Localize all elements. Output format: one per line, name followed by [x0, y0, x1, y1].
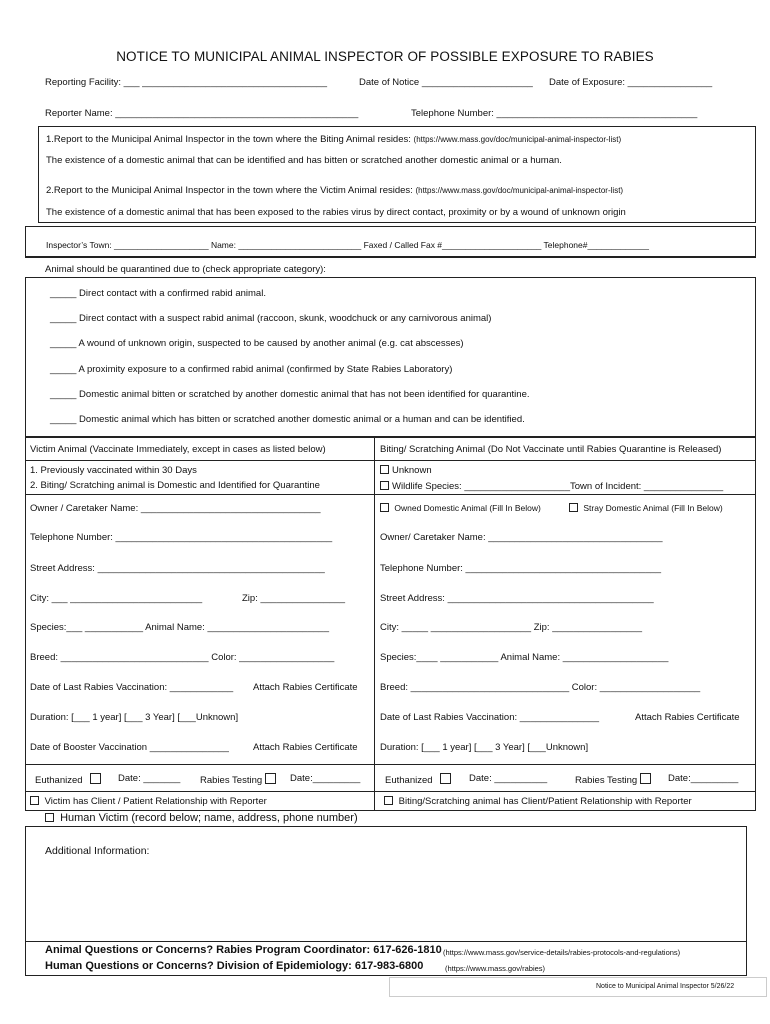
quarantine-item[interactable]: _____ A proximity exposure to a confirmed rabid animal (confirmed by State Rabies Laboratory) [50, 364, 453, 375]
reporting-facility-field[interactable]: Reporting Facility: ___ ___________________________________ [45, 77, 328, 88]
victim-euthanized-label: Euthanized [35, 775, 83, 786]
checkbox-icon[interactable] [380, 503, 389, 512]
report-item-1-desc: The existence of a domestic animal that can be identified and has bitten or scratched another domestic animal or a human. [46, 155, 562, 166]
quarantine-item[interactable]: _____ Domestic animal which has bitten or scratched another domestic animal or a human and can be identified. [50, 414, 525, 425]
checkbox-icon[interactable] [440, 773, 451, 784]
report-item-1-text: 1.Report to the Municipal Animal Inspector in the town where the Biting Animal resides: [46, 134, 414, 145]
version-text: Notice to Municipal Animal Inspector 5/26/22 [596, 983, 735, 990]
victim-duration-field[interactable]: Duration: [___ 1 year] [___ 3 Year] [___Unknown] [30, 712, 239, 723]
biting-relationship-label: Biting/Scratching animal has Client/Patient Relationship with Reporter [398, 796, 692, 807]
row-divider [25, 494, 756, 495]
additional-info-label: Additional Information: [45, 845, 150, 857]
checkbox-icon[interactable] [384, 796, 393, 805]
row-divider [25, 460, 756, 461]
checkbox-icon[interactable] [380, 481, 389, 490]
quarantine-item[interactable]: _____ Direct contact with a suspect rabid animal (raccoon, skunk, woodchuck or any carnivorous animal) [50, 313, 492, 324]
biting-rabies-testing-label: Rabies Testing [575, 775, 638, 786]
row-divider [25, 764, 756, 765]
victim-telephone-field[interactable]: Telephone Number: _________________________________________ [30, 532, 333, 543]
date-of-exposure-field[interactable]: Date of Exposure: ________________ [549, 77, 713, 88]
quarantine-box [25, 277, 756, 437]
row-divider [25, 791, 756, 792]
victim-euthanized-date[interactable]: Date: _______ [118, 773, 181, 784]
quarantine-item[interactable]: _____ A wound of unknown origin, suspected to be caused by another animal (e.g. cat abscesses) [50, 338, 464, 349]
report-item-2-desc: The existence of a domestic animal that has been exposed to the rabies virus by direct contact, proximity or by a wound of unknown origin [46, 207, 626, 218]
biting-duration-field[interactable]: Duration: [___ 1 year] [___ 3 Year] [___Unknown] [380, 742, 589, 753]
report-item-2 [46, 185, 623, 196]
checkbox-icon[interactable] [640, 773, 651, 784]
victim-exception-1: 1. Previously vaccinated within 30 Days [30, 465, 197, 476]
biting-attach-cert: Attach Rabies Certificate [635, 712, 740, 723]
reporter-name-field[interactable]: Reporter Name: ______________________________________________ [45, 108, 359, 119]
biting-owner-field[interactable]: Owner/ Caretaker Name: _________________________________ [380, 532, 663, 543]
victim-street-field[interactable]: Street Address: ___________________________________________ [30, 563, 325, 574]
human-victim-label: Human Victim (record below; name, address, phone number) [60, 812, 358, 824]
biting-last-vax-field[interactable]: Date of Last Rabies Vaccination: _______________ [380, 712, 600, 723]
victim-booster-field[interactable]: Date of Booster Vaccination _______________ [30, 742, 229, 753]
report-item-1-url: (https://www.mass.gov/doc/municipal-animal-inspector-list) [413, 135, 622, 144]
victim-species-field[interactable]: Species:___ ___________ Animal Name: _______________________ [30, 622, 329, 633]
date-of-notice-field[interactable]: Date of Notice _____________________ [359, 77, 533, 88]
victim-breed-field[interactable]: Breed: ____________________________ Color: __________________ [30, 652, 335, 663]
victim-zip-field[interactable]: Zip: ________________ [242, 593, 346, 604]
victim-city-field[interactable]: City: ___ _________________________ [30, 593, 203, 604]
victim-relationship[interactable] [30, 796, 267, 807]
victim-relationship-label: Victim has Client / Patient Relationship with Reporter [44, 796, 267, 807]
telephone-field[interactable]: Telephone Number: ______________________________________ [411, 108, 698, 119]
biting-owned-label: Owned Domestic Animal (Fill In Below) [394, 503, 541, 513]
victim-euthanized[interactable] [35, 773, 101, 786]
victim-heading: Victim Animal (Vaccinate Immediately, except in cases as listed below) [30, 444, 326, 455]
biting-unknown-label: Unknown [392, 465, 432, 476]
quarantine-heading: Animal should be quarantined due to (check appropriate category): [45, 264, 326, 275]
biting-street-field[interactable]: Street Address: _______________________________________ [380, 593, 654, 604]
checkbox-icon[interactable] [380, 465, 389, 474]
human-questions-url[interactable]: (https://www.mass.gov/rabies) [445, 964, 546, 973]
inspector-line[interactable]: Inspector’s Town: ____________________ Name: __________________________ Faxed / Called Fax #_____________________ Telephone#_____________ [46, 240, 649, 250]
victim-attach-cert: Attach Rabies Certificate [253, 682, 358, 693]
footer-divider [25, 941, 747, 942]
report-item-1 [46, 134, 621, 145]
human-questions: Human Questions or Concerns? Division of Epidemiology: 617-983-6800 [45, 960, 424, 972]
biting-breed-field[interactable]: Breed: ______________________________ Color: ___________________ [380, 682, 701, 693]
victim-rabies-testing-label: Rabies Testing [200, 775, 263, 786]
checkbox-icon[interactable] [30, 796, 39, 805]
checkbox-icon[interactable] [265, 773, 276, 784]
biting-relationship[interactable] [384, 796, 692, 807]
biting-wildlife-label: Wildlife Species: ____________________Town of Incident: _______________ [392, 481, 724, 492]
quarantine-item[interactable]: _____ Direct contact with a confirmed rabid animal. [50, 288, 266, 299]
victim-exception-2: 2. Biting/ Scratching animal is Domestic and Identified for Quarantine [30, 480, 320, 491]
biting-euthanized[interactable] [385, 773, 451, 786]
biting-rabies-testing[interactable] [575, 773, 651, 786]
report-item-2-url: (https://www.mass.gov/doc/municipal-animal-inspector-list) [415, 186, 624, 195]
biting-stray-label: Stray Domestic Animal (Fill In Below) [583, 503, 723, 513]
checkbox-icon[interactable] [569, 503, 578, 512]
victim-rabies-testing[interactable] [200, 773, 276, 786]
animal-questions-url[interactable]: (https://www.mass.gov/service-details/rabies-protocols-and-regulations) [443, 948, 681, 957]
victim-testing-date[interactable]: Date:_________ [290, 773, 361, 784]
biting-telephone-field[interactable]: Telephone Number: _____________________________________ [380, 563, 662, 574]
biting-city-field[interactable]: City: _____ ___________________ Zip: _________________ [380, 622, 643, 633]
biting-unknown[interactable] [380, 465, 432, 476]
biting-stray[interactable] [569, 503, 723, 513]
biting-euthanized-date[interactable]: Date: __________ [469, 773, 548, 784]
biting-owned[interactable] [380, 503, 541, 513]
biting-euthanized-label: Euthanized [385, 775, 433, 786]
form-title: NOTICE TO MUNICIPAL ANIMAL INSPECTOR OF POSSIBLE EXPOSURE TO RABIES [116, 49, 654, 64]
quarantine-item[interactable]: _____ Domestic animal bitten or scratched by another domestic animal that has not been identified for quarantine. [50, 389, 530, 400]
human-victim[interactable] [45, 812, 358, 824]
biting-wildlife[interactable] [380, 481, 723, 492]
victim-owner-field[interactable]: Owner / Caretaker Name: __________________________________ [30, 503, 321, 514]
biting-heading: Biting/ Scratching Animal (Do Not Vaccinate until Rabies Quarantine is Released) [380, 444, 722, 455]
victim-last-vax-field[interactable]: Date of Last Rabies Vaccination: ____________ [30, 682, 234, 693]
checkbox-icon[interactable] [45, 813, 54, 822]
checkbox-icon[interactable] [90, 773, 101, 784]
biting-testing-date[interactable]: Date:_________ [668, 773, 739, 784]
animal-questions: Animal Questions or Concerns? Rabies Program Coordinator: 617-626-1810 [45, 944, 442, 956]
report-item-2-text: 2.Report to the Municipal Animal Inspector in the town where the Victim Animal resides: [46, 185, 416, 196]
biting-species-field[interactable]: Species:____ ___________ Animal Name: ____________________ [380, 652, 669, 663]
victim-attach-cert-2: Attach Rabies Certificate [253, 742, 358, 753]
